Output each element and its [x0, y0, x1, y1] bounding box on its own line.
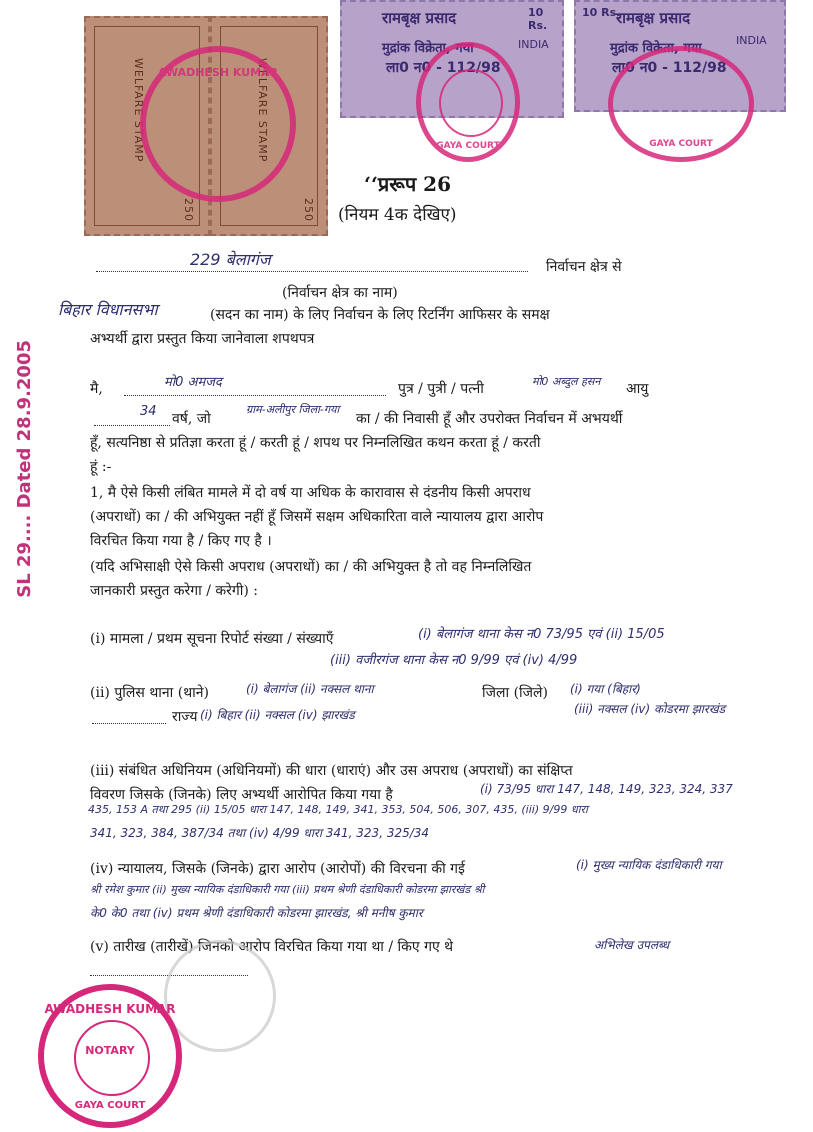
stamp-line1: रामबृक्ष प्रसाद [616, 9, 691, 27]
stamp-text: WELFARE STAMP [256, 58, 269, 163]
state-dots [92, 722, 166, 724]
item-iii-handwritten-2: 435, 153 A तथा 295 (ii) 15/05 धारा 147, 148, 149, 341, 353, 504, 506, 307, 435, (iii) 9/99 धारा [88, 803, 588, 816]
constituency-dots [96, 270, 528, 272]
address-handwritten: ग्राम-अलीपुर जिला-गया [246, 403, 340, 416]
house-line2: अभ्यर्थी द्वारा प्रस्तुत किया जानेवाला शपथपत्र [90, 331, 315, 347]
rule-reference: (नियम 4क देखिए) [338, 205, 457, 225]
item-iii-line2: विवरण जिसके (जिनके) लिए अभ्यर्थी आरोपित किया गया है [90, 787, 393, 803]
seal-top-left [140, 46, 296, 202]
seal-sub: GAYA COURT [649, 139, 713, 149]
item-ii-handwritten-c: (i) बिहार (ii) नक्सल (iv) झारखंड [200, 708, 355, 722]
item-iii-handwritten-1: (i) 73/95 धारा 147, 148, 149, 323, 324, 337 [480, 782, 733, 796]
item-i-handwritten-1: (i) बेलागंज थाना केस न0 73/95 एवं (ii) 15/05 [418, 627, 665, 642]
house-handwritten: बिहार विधानसभा [58, 300, 158, 319]
stamp-line3: ला0 न0 - 112/98 [612, 60, 727, 76]
form-title: ‘‘प्ररूप 26 [364, 172, 452, 196]
name-dots [124, 394, 386, 396]
stamp-line4: INDIA [518, 38, 549, 51]
age-label: आयु [626, 381, 649, 397]
item-v-label: (v) तारीख (तारीखें) जिनको आरोप विरचित किया गया था / किए गए थे [90, 939, 454, 955]
declaration-line3: हूँ, सत्यनिष्ठा से प्रतिज्ञा करता हूं / करती हूं / शपथ पर निम्नलिखित कथन करता हूं / करती [90, 435, 541, 451]
item-ii-label-a: (ii) पुलिस थाना (थाने) [90, 685, 209, 701]
item-iv-handwritten-3: के0 के0 तथा (iv) प्रथम श्रेणी दंडाधिकारी कोडरमा झारखंड, श्री मनीष कुमार [90, 906, 423, 920]
stamp-denom: 10 Rs. [582, 6, 621, 19]
seal-sub: GAYA COURT [436, 141, 500, 151]
stamp-denom: 10 Rs. [528, 6, 548, 32]
item-ii-label-c: राज्य [172, 709, 198, 725]
clause1-line5: जानकारी प्रस्तुत करेगा / करेगी) : [90, 583, 259, 599]
stamp-text: WELFARE STAMP [132, 58, 145, 163]
item-iv-handwritten-2: श्री रमेश कुमार (ii) मुख्य न्यायिक दंडाधिकारी गया (iii) प्रथम श्रेणी दंडाधिकारी कोडरमा झारखंड श्री [90, 883, 485, 896]
seal-top-center [416, 42, 520, 162]
declaration-line4: हूं :- [90, 459, 112, 475]
stamp-line2: मुद्रांक विक्रेता, गया [382, 41, 474, 56]
seal-faint [164, 940, 276, 1052]
notary-sub: GAYA COURT [74, 1100, 146, 1111]
declaration-me: मै, [90, 381, 103, 397]
item-i-handwritten-2: (iii) वजीरगंज थाना केस न0 9/99 एवं (iv) 4/99 [330, 653, 578, 668]
constituency-caption: (निर्वाचन क्षेत्र का नाम) [282, 285, 398, 301]
item-v-handwritten: अभिलेख उपलब्ध [594, 938, 670, 952]
notary-seal [38, 984, 182, 1128]
notary-name: AWADHESH KUMAR [44, 1002, 176, 1016]
item-ii-label-b: जिला (जिले) [482, 685, 549, 701]
clause1-line3: विरचित किया गया है / किए गए है । [90, 533, 272, 549]
stamp-line1: रामबृक्ष प्रसाद [382, 9, 457, 27]
item-ii-handwritten-d: (iii) नक्सल (iv) कोडरमा झारखंड [574, 702, 726, 716]
declaration-line2a: वर्ष, जो [172, 411, 211, 427]
stamp-value: 250 [182, 198, 195, 222]
side-serial-note: SL 29.... Dated 28.9.2005 [14, 340, 35, 598]
item-iv-line1: (iv) न्यायालय, जिसके (जिनके) द्वारा आरोप (आरोपों) की विरचना की गई [90, 861, 465, 877]
constituency-handwritten: 229 बेलागंज [190, 250, 271, 269]
father-handwritten: मो0 अब्दुल हसन [532, 375, 601, 388]
stamp-line2: मुद्रांक विक्रेता, गया [610, 41, 702, 56]
name-handwritten: मो0 अमजद [164, 375, 222, 390]
constituency-label: निर्वाचन क्षेत्र से [546, 259, 622, 275]
item-ii-handwritten-b: (i) गया (बिहार) [570, 682, 641, 696]
notary-label: NOTARY [85, 1044, 135, 1057]
age-handwritten: 34 [140, 404, 157, 419]
clause1-line4: (यदि अभिसाक्षी ऐसे किसी अपराध (अपराधों) का / की अभियुक्त है तो वह निम्नलिखित [90, 559, 532, 575]
house-line1: (सदन का नाम) के लिए निर्वाचन के लिए रिटर्निंग आफिसर के समक्ष [210, 307, 550, 323]
item-iii-handwritten-3: 341, 323, 384, 387/34 तथा (iv) 4/99 धारा 341, 323, 325/34 [90, 826, 430, 840]
stamp-line4: INDIA [736, 34, 767, 47]
item-ii-handwritten-a: (i) बेलागंज (ii) नक्सल थाना [246, 682, 374, 696]
clause1-line1: 1, मै ऐसे किसी लंबित मामले में दो वर्ष या अधिक के कारावास से दंडनीय किसी अपराध [90, 485, 531, 501]
clause1-line2: (अपराधों) का / की अभियुक्त नहीं हूँ जिसमें सक्षम अधिकारिता वाले न्यायालय द्वारा आरोप [90, 509, 544, 525]
stamp-value: 250 [302, 198, 315, 222]
item-i-label: (i) मामला / प्रथम सूचना रिपोर्ट संख्या / संख्याएँ [90, 631, 334, 647]
item-iii-line1: (iii) संबंधित अधिनियम (अधिनियमों) की धारा (धाराएं) और उस अपराध (अपराधों) का संक्षिप्त [90, 763, 573, 779]
age-dots [94, 424, 170, 426]
seal-name: AWADHESH KUMAR [157, 66, 279, 79]
declaration-line2b: का / की निवासी हूँ और उपरोक्त निर्वाचन में अभयर्थी [356, 411, 623, 427]
item-iv-handwritten-1: (i) मुख्य न्यायिक दंडाधिकारी गया [576, 858, 722, 872]
relation-label: पुत्र / पुत्री / पत्नी [398, 381, 484, 397]
seal-top-right [608, 46, 754, 162]
stamp-line3: ला0 न0 - 112/98 [386, 60, 501, 76]
